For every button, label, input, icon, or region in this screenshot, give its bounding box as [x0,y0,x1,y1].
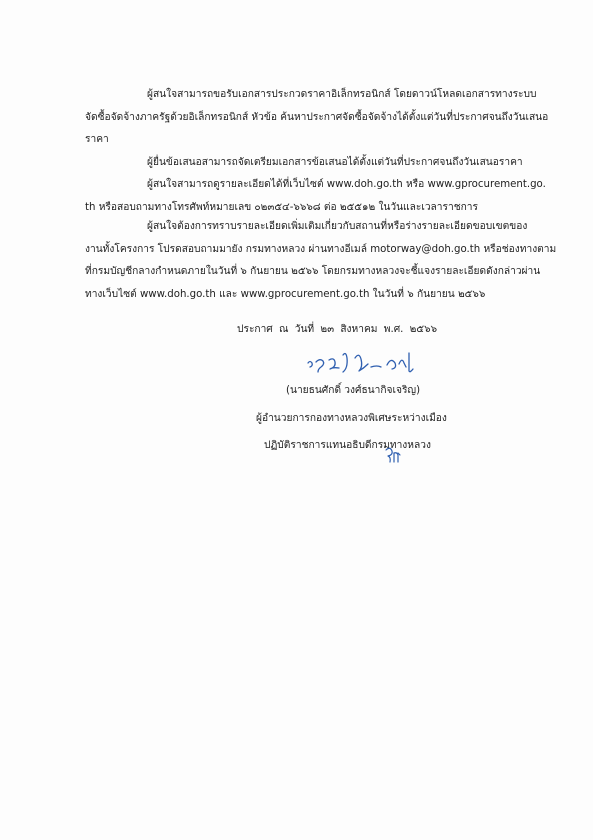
initials-mark [383,444,405,466]
text-line: ผู้สนใจสามารถดูรายละเอียดได้ที่เว็บไซต์ www.doh.go.th หรือ www.gprocurement.go. [147,179,546,190]
text-line: งานทั้งโครงการ โปรดสอบถามมายัง กรมทางหลวง ผ่านทางอีเมล์ motorway@doh.go.th หรือช่องทางตาม [85,243,557,255]
signatory-acting: ปฏิบัติราชการแทนอธิบดีกรมทางหลวง [264,440,431,451]
text-line: ที่กรมบัญชีกลางกำหนดภายในวันที่ ๖ กันยายน ๒๕๖๖ โดยกรมทางหลวงจะชี้แจงรายละเอียดดังกล่าวผ่าน [85,266,541,277]
text-line: จัดซื้อจัดจ้างภาครัฐด้วยอิเล็กทรอนิกส์ หัวข้อ ค้นหาประกาศจัดซื้อจัดจ้างได้ตั้งแต่วันที่ประกาศจนถึงวันเสนอ [85,111,549,123]
text-line: ราคา [85,134,109,145]
text-line: ทางเว็บไซต์ www.doh.go.th และ www.gprocurement.go.th ในวันที่ ๖ กันยายน ๒๕๖๖ [85,288,486,300]
signatory-name: (นายธนศักดิ์ วงศ์ธนากิจเจริญ) [286,385,421,396]
announcement-date [237,321,437,337]
text-line: ผู้สนใจสามารถขอรับเอกสารประกวดราคาอิเล็กทรอนิกส์ โดยดาวน์โหลดเอกสารทางระบบ [147,89,537,100]
announcement-day-label: วันที่ [294,324,315,335]
paragraph-website-info [85,174,546,219]
announcement-at: ณ [279,324,289,335]
paragraph-prepare-proposal [85,152,523,175]
text-line: ผู้สนใจต้องการทราบรายละเอียดเพิ่มเติมเกี่ยวกับสถานที่หรือร่างรายละเอียดขอบเขตของ [147,221,528,232]
announcement-era: พ.ศ. [383,324,404,335]
announcement-month: สิงหาคม [340,324,378,335]
announcement-prefix: ประกาศ [237,324,273,335]
paragraph-download-docs [85,84,549,152]
signatory-position: ผู้อำนวยการกองทางหลวงพิเศษระหว่างเมือง [256,413,447,424]
handwritten-signature [303,349,453,377]
text-line: ผู้ยื่นข้อเสนอสามารถจัดเตรียมเอกสารข้อเสนอได้ตั้งแต่วันที่ประกาศจนถึงวันเสนอราคา [147,157,523,168]
text-line: th หรือสอบถามทางโทรศัพท์หมายเลข ๐๒๓๕๔-๖๖๖๘ ต่อ ๒๕๕๑๒ ในวันและเวลาราชการ [85,201,478,213]
announcement-day: ๒๓ [320,324,335,335]
paragraph-contact-details [85,216,557,306]
announcement-year: ๒๕๖๖ [409,324,438,335]
